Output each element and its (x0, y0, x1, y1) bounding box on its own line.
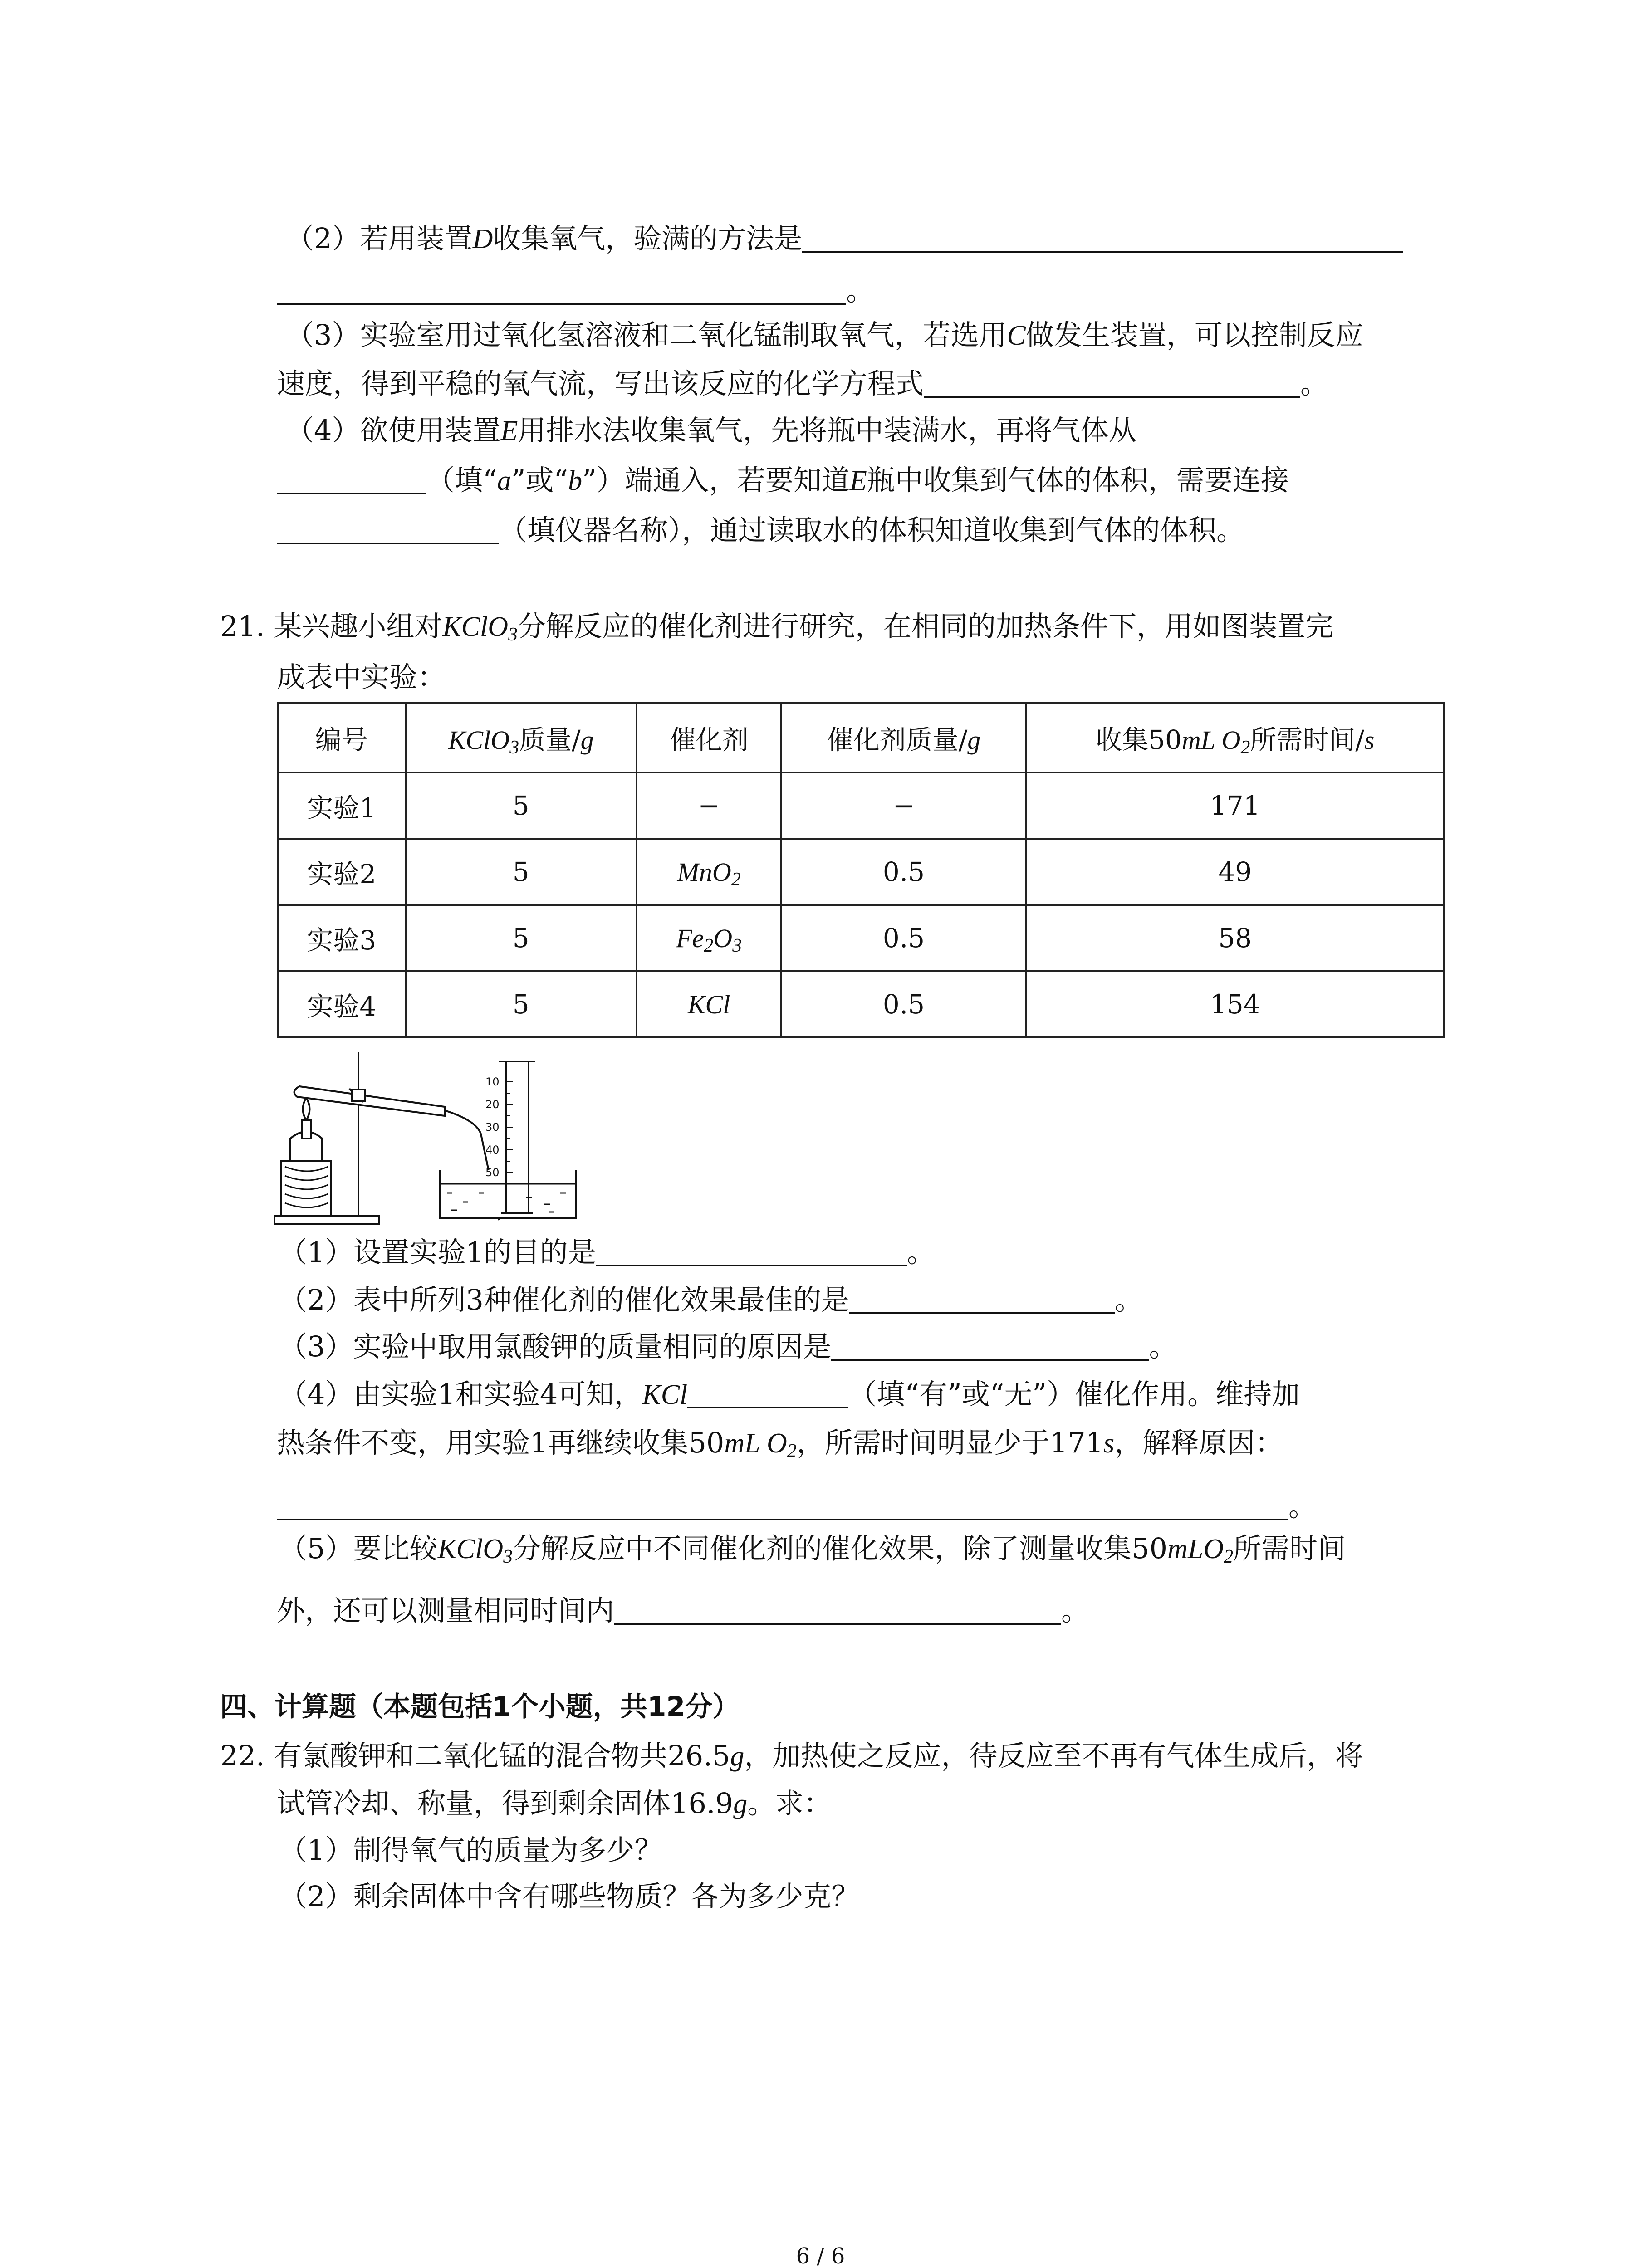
q20-p4-line3-text: （填仪器名称），通过读取水的体积知道收集到气体的体积。 (499, 513, 1245, 547)
q21-p5-line2-text: 外，还可以测量相同时间内 (277, 1594, 615, 1627)
row1-time: 171 (1026, 772, 1444, 839)
q20-p4-E: E (500, 415, 518, 446)
row1-kclo3: 5 (406, 772, 637, 839)
q22-stem-g2: g (733, 1789, 748, 1819)
page-number: 6 / 6 (796, 2244, 845, 2268)
q21-part4-line1 (279, 1380, 1300, 1409)
q21-p5-mlo: mLO (1167, 1534, 1224, 1564)
row2-time: 49 (1026, 839, 1444, 905)
row3-kclo3: 5 (406, 905, 637, 971)
q21-p4-ml: mL O (724, 1428, 787, 1459)
q21-part2 (279, 1283, 1143, 1316)
q22-part2 (279, 1882, 859, 1911)
table-header-row (278, 703, 1444, 772)
q20-part4-line2 (277, 466, 1289, 495)
q21-part5-line2 (277, 1594, 1090, 1627)
q20-p3-text-a: （3）实验室用过氧化氢溶液和二氧化锰制取氧气，若选用 (286, 318, 1007, 352)
header-no: 编号 (278, 703, 406, 772)
q21-p5-sub2: 2 (1224, 1546, 1234, 1567)
q21-stem-b: 分解反应的催化剂进行研究，在相同的加热条件下，用如图装置完 (518, 610, 1334, 643)
q20-part2-line1 (286, 222, 1403, 255)
q22-stem-line1 (220, 1739, 1363, 1772)
q21-stem-sub3: 3 (508, 624, 518, 645)
q20-p4-b: b (568, 465, 583, 496)
q21-p4-text-b: （填“有”或“无”）催化作用。维持加 (848, 1378, 1300, 1411)
test-tube (294, 1086, 445, 1116)
q20-p2-text-a: （2）若用装置 (286, 222, 473, 255)
q22-part1 (279, 1833, 663, 1867)
q21-p4-s: s (1103, 1428, 1115, 1459)
row2-kclo3: 5 (406, 839, 637, 905)
q20-p2-end: 。 (846, 274, 875, 307)
q21-p1-end: 。 (906, 1236, 935, 1269)
q20-p3-end: 。 (1300, 367, 1329, 400)
q21-p2-end: 。 (1114, 1283, 1143, 1316)
row4-time: 154 (1026, 971, 1444, 1037)
row4-kclo3: 5 (406, 971, 637, 1037)
cyl-tick-10: 10 (485, 1075, 500, 1088)
row1-no: 实验1 (278, 772, 406, 839)
q20-p3-C: C (1007, 320, 1026, 351)
q20-p4-c2: ”或“ (511, 464, 568, 497)
q21-p5-kclo3: KClO (437, 1534, 504, 1564)
q21-p3-text: （3）实验中取用氯酸钾的质量相同的原因是 (279, 1330, 832, 1363)
q22-p1-text: （1）制得氧气的质量为多少？ (279, 1833, 663, 1867)
header-catalyst-mass: 催化剂质量/g (781, 703, 1026, 772)
q21-p2-blank[interactable] (849, 1286, 1115, 1314)
q20-part2-line2 (277, 274, 875, 307)
q21-p4-line2-a: 热条件不变，用实验1再继续收集50 (277, 1426, 725, 1459)
q21-p5-text-b: 分解反应中不同催化剂的催化效果，除了测量收集50 (513, 1532, 1168, 1565)
q21-p1-text: （1）设置实验1的目的是 (279, 1236, 596, 1269)
q20-part3-line1 (286, 318, 1363, 352)
q20-p4-end-blank[interactable] (277, 466, 426, 494)
q21-stem-line2 (277, 660, 446, 694)
q22-stem-a: 22. 有氯酸钾和二氧化锰的混合物共26.5 (220, 1739, 730, 1772)
q20-p3-text-b: 做发生装置，可以控制反应 (1025, 318, 1363, 352)
lamp-flame (303, 1098, 310, 1120)
q21-p5-sub3: 3 (503, 1546, 513, 1567)
table-row (278, 905, 1444, 971)
section-four-title: 四、计算题（本题包括1个小题，共12分） (220, 1691, 740, 1723)
water-trough (440, 1170, 576, 1218)
q21-p5-blank[interactable] (614, 1597, 1061, 1625)
cyl-tick-30: 30 (485, 1121, 500, 1134)
row4-catalyst: KCl (637, 971, 782, 1037)
q21-part1 (279, 1236, 935, 1269)
row4-mass: 0.5 (781, 971, 1026, 1037)
row3-no: 实验3 (278, 905, 406, 971)
q21-p4-line2-c: ，解释原因： (1114, 1426, 1283, 1459)
q20-p2-text-b: 收集氧气，验满的方法是 (493, 222, 803, 255)
header-time: 收集50mL $O_2$所需时间/s (1026, 703, 1444, 772)
q21-stem-a: 21. 某兴趣小组对 (220, 610, 443, 643)
q20-p4-a: a (497, 465, 511, 496)
header-catalyst: 催化剂 (637, 703, 782, 772)
q20-part4-line3 (277, 513, 1245, 547)
q22-stem-line2-a: 试管冷却、称量，得到剩余固体16.9 (277, 1787, 734, 1820)
q21-p4-kcl: KCl (642, 1379, 688, 1410)
q22-stem-line2 (277, 1789, 832, 1818)
q21-p4-line2-b: ，所需时间明显少于171 (796, 1426, 1104, 1459)
q20-p2-answer-blank-1[interactable] (802, 225, 1403, 253)
q21-part4-line3 (277, 1490, 1317, 1523)
apparatus-diagram (272, 1048, 590, 1229)
row3-time: 58 (1026, 905, 1444, 971)
row1-mass: − (781, 772, 1026, 839)
stand-base (274, 1216, 379, 1224)
q20-p3-equation-blank[interactable] (924, 370, 1300, 398)
q21-p4-blank[interactable] (687, 1380, 848, 1408)
cyl-tick-40: 40 (485, 1144, 500, 1156)
lamp-wick (302, 1120, 311, 1139)
q20-p4-text-a: （4）欲使用装置 (286, 414, 501, 447)
cyl-tick-20: 20 (485, 1098, 500, 1111)
q21-p4-sub: 2 (787, 1441, 797, 1461)
q21-p3-end: 。 (1149, 1330, 1177, 1363)
q22-stem-line2-b: 。求： (747, 1787, 832, 1820)
clamp-head (352, 1090, 365, 1101)
q20-p4-c4: 瓶中收集到气体的体积，需要连接 (867, 464, 1289, 497)
row1-catalyst: − (637, 772, 782, 839)
q20-p4-text-b: 用排水法收集氧气，先将瓶中装满水，再将气体从 (518, 414, 1137, 447)
q20-p4-c3: ”）端通入，若要知道 (582, 464, 850, 497)
q21-p4-text-a: （4）由实验1和实验4可知， (279, 1378, 642, 1411)
q21-part3 (279, 1330, 1177, 1363)
row4-no: 实验4 (278, 971, 406, 1037)
q21-p5-text-c: 所需时间 (1233, 1532, 1346, 1565)
q20-p4-instrument-blank[interactable] (277, 516, 499, 544)
q22-stem-g1: g (730, 1741, 745, 1772)
table-row (278, 839, 1444, 905)
experiment-table (277, 702, 1445, 1038)
q21-stem-line2-text: 成表中实验： (277, 660, 446, 694)
q21-p5-text-a: （5）要比较 (279, 1532, 438, 1565)
row2-catalyst: MnO$_2$ (637, 839, 782, 905)
header-kclo3-mass: KClO$_3$质量/g (406, 703, 637, 772)
section-four-heading (220, 1693, 740, 1721)
q20-p3-line2-text: 速度，得到平稳的氧气流，写出该反应的化学方程式 (277, 367, 924, 400)
q21-part5-line1 (279, 1532, 1346, 1567)
row3-catalyst: $Fe_2O_3$ (637, 905, 782, 971)
q21-p2-text: （2）表中所列3种催化剂的催化效果最佳的是 (279, 1283, 849, 1316)
q20-p2-answer-blank-2[interactable] (277, 277, 846, 305)
table-row (278, 772, 1444, 839)
q20-part3-line2 (277, 367, 1329, 400)
q22-stem-b: ，加热使之反应，待反应至不再有气体生成后，将 (744, 1739, 1363, 1772)
row2-mass: 0.5 (781, 839, 1026, 905)
q21-p1-blank[interactable] (596, 1238, 907, 1266)
q20-part4-line1 (286, 416, 1136, 445)
row2-no: 实验2 (278, 839, 406, 905)
table-row (278, 971, 1444, 1037)
q21-p4-end: 。 (1288, 1490, 1317, 1523)
q21-p4-reason-blank[interactable] (277, 1492, 1288, 1520)
q21-part4-line2 (277, 1426, 1283, 1461)
q21-stem-kclo3: KClO (442, 611, 509, 642)
q21-stem-line1 (220, 610, 1334, 645)
q21-p5-end: 。 (1061, 1594, 1090, 1627)
q21-p3-blank[interactable] (831, 1333, 1149, 1361)
row3-mass: 0.5 (781, 905, 1026, 971)
q20-p4-c1: （填“ (426, 464, 497, 497)
q20-p2-D: D (472, 224, 493, 254)
cyl-tick-50: 50 (485, 1166, 500, 1179)
q22-p2-text: （2）剩余固体中含有哪些物质？各为多少克？ (279, 1880, 860, 1913)
q20-p4-E2: E (849, 465, 867, 496)
